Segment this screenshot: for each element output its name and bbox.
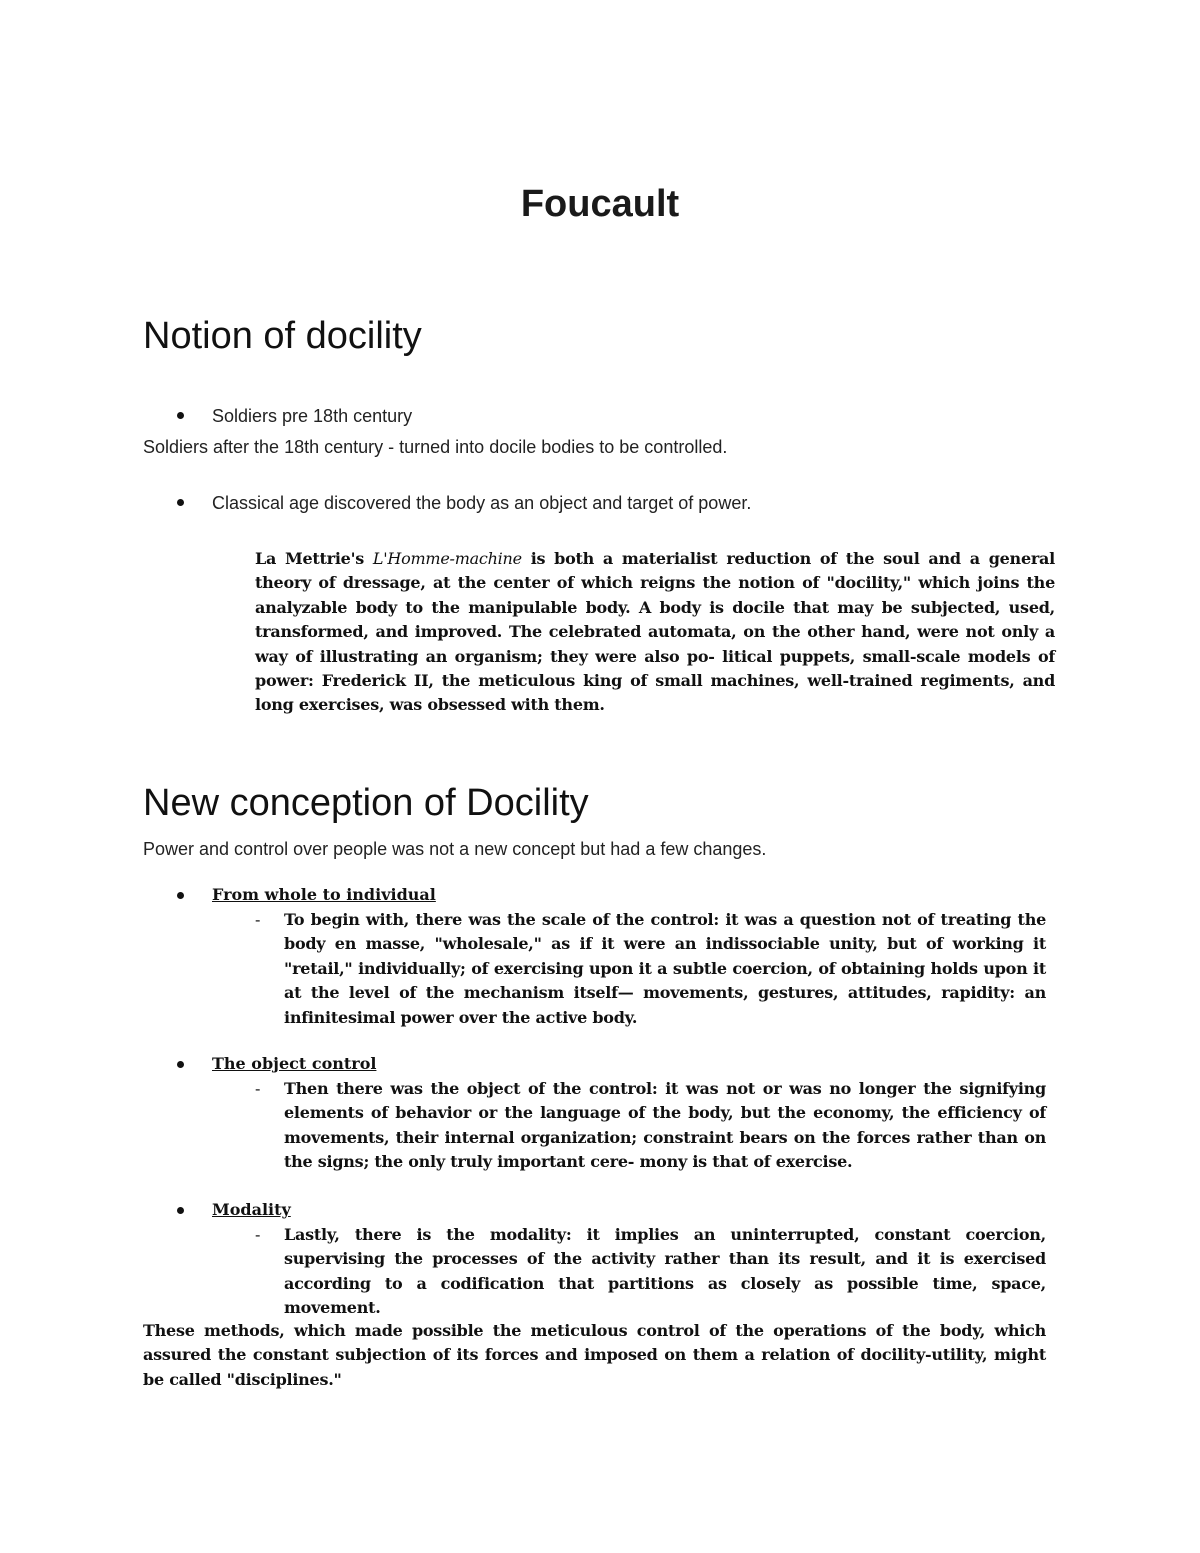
quote-rest: is both a materialist reduction of the soul and a general theory of dressage, at the center of which reigns the notion of "docility," which joins the analyzable body to the manipulable body. A body is docile that may be subjected, used, transformed, and improved. The celebrated automata, on the other hand, were not only a way of illustrating an organism; they were also po- litical puppets, small-scale models of power: Frederick II, the meticulous king of small machines, well-trained regiments, and long exercises, was obsessed with them. bbox=[255, 549, 1055, 715]
subheading-object-control: The object control bbox=[212, 1054, 377, 1073]
section-heading-notion-of-docility: Notion of docility bbox=[143, 315, 422, 357]
bullet-icon bbox=[177, 412, 184, 419]
bullet-icon bbox=[177, 1061, 184, 1068]
quote-la-mettrie bbox=[255, 547, 1055, 718]
bullet-icon bbox=[177, 1207, 184, 1214]
paragraph-soldiers-after: Soldiers after the 18th century - turned into docile bodies to be controlled. bbox=[143, 437, 728, 457]
bullet-text-classical-age: Classical age discovered the body as an object and target of power. bbox=[212, 493, 752, 513]
bullet-icon bbox=[177, 892, 184, 899]
closing-paragraph-disciplines: These methods, which made possible the meticulous control of the operations of the body, which assured the constant subjection of its forces and imposed on them a relation of docility-utility, might be called "disciplines." bbox=[143, 1321, 1046, 1389]
item-text-object-of-control: Then there was the object of the control: it was not or was no longer the signifying elements of behavior or the language of the body, but the economy, the efficiency of movements, their internal organization; constraint bears on the forces rather than on the signs; the only truly important cere- mony is that of exercise. bbox=[284, 1079, 1046, 1172]
section-heading-new-conception: New conception of Docility bbox=[143, 782, 589, 824]
paragraph-intro: Power and control over people was not a new concept but had a few changes. bbox=[143, 839, 767, 859]
bullet-icon bbox=[177, 499, 184, 506]
dash-marker: - bbox=[255, 1225, 261, 1244]
quote-book-title: L'Homme-machine bbox=[372, 549, 522, 568]
item-text-scale-of-control: To begin with, there was the scale of the control: it was a question not of treating the body en masse, "wholesale," as if it were an indissociable unity, but of working it "retail," individually; of exercising upon it a subtle coercion, of obtaining holds upon it at the level of the mechanism itself— movements, gestures, attitudes, rapidity: an infinitesimal power over the active body. bbox=[284, 910, 1046, 1027]
dash-marker: - bbox=[255, 910, 261, 929]
subheading-modality: Modality bbox=[212, 1200, 291, 1219]
bullet-text-soldiers-pre: Soldiers pre 18th century bbox=[212, 406, 413, 426]
document-title: Foucault bbox=[520, 183, 680, 225]
dash-marker: - bbox=[255, 1079, 261, 1098]
quote-start: La Mettrie's bbox=[255, 549, 373, 568]
item-text-modality: Lastly, there is the modality: it implies an uninterrupted, constant coercion, supervising the processes of the activity rather than its result, and it is exercised according to a codification that partitions as closely as possible time, space, movement. bbox=[284, 1225, 1046, 1318]
subheading-from-whole-to-individual: From whole to individual bbox=[212, 885, 436, 904]
